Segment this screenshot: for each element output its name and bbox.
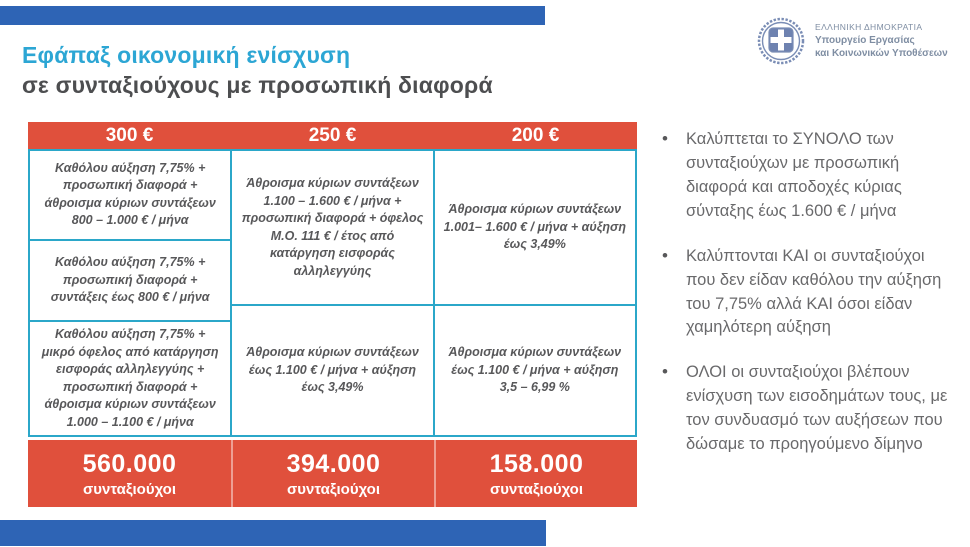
total-560000 <box>28 440 231 507</box>
top-blue-bar <box>0 6 545 25</box>
header-amount-200: 200 € <box>511 124 560 146</box>
logo-ministry-line2: και Κοινωνικών Υποθέσεων <box>815 48 948 60</box>
logo-ministry-line: Υπουργείο Εργασίας <box>815 35 915 47</box>
ministry-logo-text <box>815 22 948 60</box>
total-number: 560.000 <box>82 449 177 478</box>
table-cell: Άθροισμα κύριων συντάξεων έως 1.100 € / μήνα + αύξηση έως 3,49% <box>232 304 432 435</box>
total-label: συνταξιούχοι <box>287 480 380 498</box>
bottom-blue-bar <box>0 520 546 546</box>
note-item-coverage: • Καλύπτεται το ΣΥΝΟΛΟ των συνταξιούχων με προσωπική διαφορά και αποδοχές κύριας σύνταξης έως 1.600 € / μήνα <box>658 128 958 224</box>
table-column-250 <box>230 151 432 435</box>
table-cell: Άθροισμα κύριων συντάξεων 1.001– 1.600 € / μήνα + αύξηση έως 3,49% <box>443 202 626 252</box>
table-header-row <box>28 122 637 149</box>
total-number: 158.000 <box>489 449 584 478</box>
table-body <box>28 149 637 437</box>
table-cell: Άθροισμα κύριων συντάξεων 1.100 – 1.600 € / μήνα + προσωπική διαφορά + όφελος Μ.Ο. 111 € / έτος από κατάργηση εισφοράς αλληλεγγύης <box>241 176 424 278</box>
total-number: 394.000 <box>286 449 381 478</box>
greek-emblem-icon <box>756 16 806 66</box>
note-item-included: • Καλύπτονται ΚΑΙ οι συνταξιούχοι που δεν είδαν καθόλου την αύξηση του 7,75% αλλά ΚΑΙ όσοι είδαν χαμηλότερη αύξηση <box>658 245 958 341</box>
ministry-logo <box>756 16 948 66</box>
header-amount-300: 300 € <box>105 124 154 146</box>
total-label: συνταξιούχοι <box>83 480 176 498</box>
table-cell: Άθροισμα κύριων συντάξεων έως 1.100 € / μήνα + αύξηση 3,5 – 6,99 % <box>435 304 635 435</box>
note-item-all-pensioners: • ΟΛΟΙ οι συνταξιούχοι βλέπουν ενίσχυση των εισοδημάτων τους, με τον συνδυασμό των αυξήσεων που δώσαμε το προηγούμενο δίμηνο <box>658 361 958 457</box>
table-footer-row <box>28 440 637 507</box>
total-label: συνταξιούχοι <box>490 480 583 498</box>
total-158000 <box>434 440 637 507</box>
pension-table <box>28 122 637 507</box>
page-title: Εφάπαξ οικονομική ενίσχυση <box>22 42 351 68</box>
table-cell: Καθόλου αύξηση 7,75% + μικρό όφελος από κατάργηση εισφοράς αλληλεγγύης + προσωπική διαφορά + άθροισμα κύριων συντάξεων 1.000 – 1.100 € / μήνα <box>30 320 230 435</box>
page-subtitle: σε συνταξιούχους με προσωπική διαφορά <box>22 72 493 98</box>
table-cell: Καθόλου αύξηση 7,75% + προσωπική διαφορά + άθροισμα κύριων συντάξεων 800 – 1.000 € / μήνα <box>44 160 216 228</box>
table-column-200 <box>433 151 635 435</box>
logo-republic-line: ΕΛΛΗΝΙΚΗ ΔΗΜΟΚΡΑΤΙΑ <box>815 21 923 32</box>
total-394000 <box>231 440 434 507</box>
table-column-300 <box>30 151 230 435</box>
notes-list <box>658 128 958 478</box>
header-amount-250: 250 € <box>308 124 357 146</box>
table-cell: Καθόλου αύξηση 7,75% + προσωπική διαφορά + συντάξεις έως 800 € / μήνα <box>30 239 230 320</box>
